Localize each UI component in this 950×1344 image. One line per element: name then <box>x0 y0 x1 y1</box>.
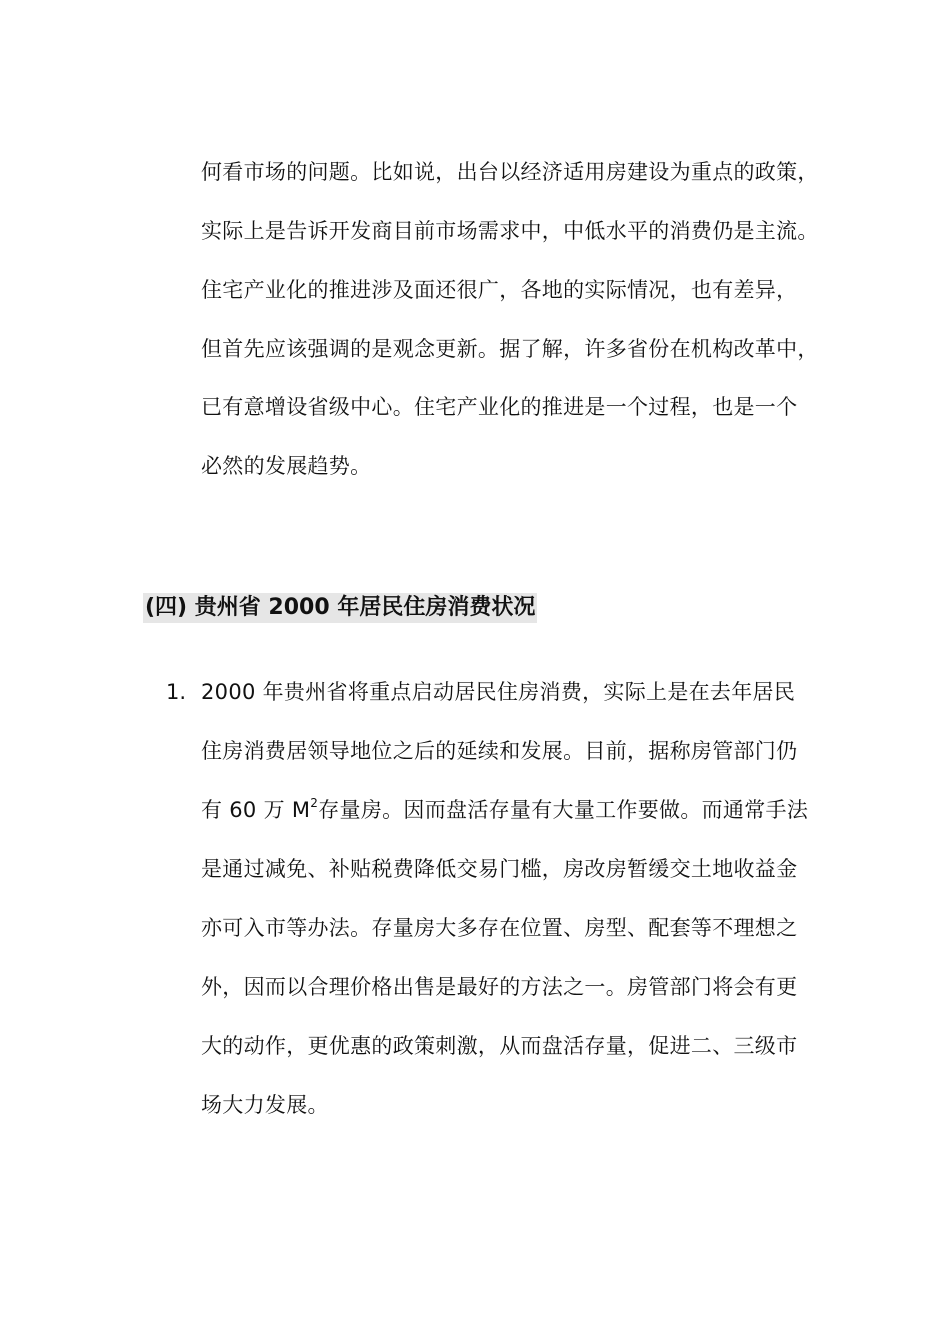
list-item-line: 住房消费居领导地位之后的延续和发展。目前，据称房管部门仍 <box>201 739 798 763</box>
list-item-line: 大的动作，更优惠的政策刺激，从而盘活存量，促进二、三级市 <box>201 1034 798 1058</box>
list-item-line: 2000 年贵州省将重点启动居民住房消费，实际上是在去年居民 <box>201 680 796 704</box>
list-item-line: 是通过减免、补贴税费降低交易门槛，房改房暂缓交土地收益金 <box>201 857 798 881</box>
text-fragment: 存量房。因而盘活存量有大量工作要做。而通常手法 <box>318 798 809 822</box>
list-item-line: 亦可入市等办法。存量房大多存在位置、房型、配套等不理想之 <box>201 916 798 940</box>
section-heading: (四) 贵州省 2000 年居民住房消费状况 <box>143 593 537 623</box>
paragraph-line: 必然的发展趋势。 <box>201 454 372 478</box>
paragraph-line: 住宅产业化的推进涉及面还很广，各地的实际情况，也有差异， <box>201 278 798 302</box>
list-item-line: 外，因而以合理价格出售是最好的方法之一。房管部门将会有更 <box>201 975 798 999</box>
paragraph-line: 实际上是告诉开发商目前市场需求中，中低水平的消费仍是主流。 <box>201 219 819 243</box>
list-item-number: 1. <box>166 680 187 704</box>
superscript: 2 <box>310 796 319 810</box>
paragraph-line: 何看市场的问题。比如说，出台以经济适用房建设为重点的政策， <box>201 160 819 184</box>
list-item-line: 场大力发展。 <box>201 1093 329 1117</box>
list-item-line <box>201 795 808 825</box>
text-fragment: 有 60 万 M <box>201 798 311 822</box>
paragraph-line: 但首先应该强调的是观念更新。据了解，许多省份在机构改革中， <box>201 337 819 361</box>
paragraph-line: 已有意增设省级中心。住宅产业化的推进是一个过程，也是一个 <box>201 395 798 419</box>
